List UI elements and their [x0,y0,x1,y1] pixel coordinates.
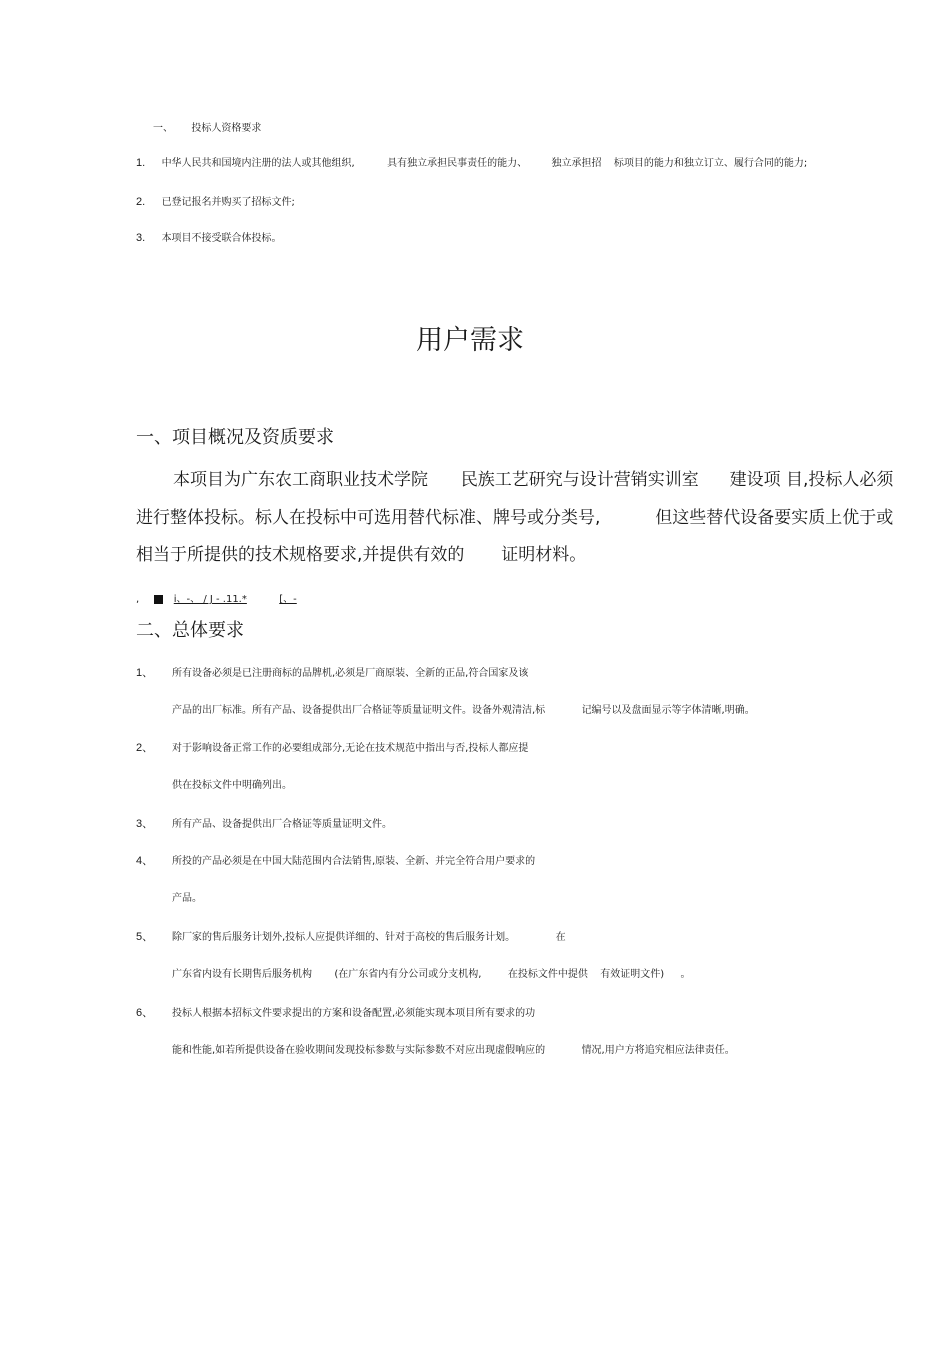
heading-text: 投标人资格要求 [191,123,262,134]
section1-heading: 一、项目概况及资质要求 [136,427,334,448]
section2-item-6-line1: 投标人根据本招标文件要求提出的方案和设备配置,必须能实现本项目所有要求的功 [172,1008,536,1019]
section2-item-5-num: 5、 [136,931,154,943]
section1-line-1: 本项目为广东农工商职业技术学院 民族工艺研究与设计营销实训室 建设项 目,投标人必须 [173,470,894,490]
section2-item-4-line1: 所投的产品必须是在中国大陆范围内合法销售,原装、全新、并完全符合用户要求的 [172,856,536,867]
section1-line-2: 进行整体投标。标人在投标中可选用替代标准、牌号或分类号, 但这些替代设备要实质上优于或 [136,508,894,528]
qualification-heading [153,119,261,134]
section2-heading: 二、总体要求 [136,620,244,641]
section2-item-1-num: 1、 [136,667,154,679]
qualification-item-3: 3. 本项目不接受联合体投标。 [136,232,282,244]
heading-marker: 一、 [153,123,173,134]
section2-item-2-line2: 供在投标文件中明确列出。 [172,780,292,791]
section2-item-3-line1: 所有产品、设备提供出厂合格证等质量证明文件。 [172,819,392,830]
section2-item-4-num: 4、 [136,855,154,867]
page-title: 用户需求 [416,325,524,356]
section2-item-2-line1: 对于影响设备正常工作的必要组成部分,无论在技术规范中指出与否,投标人都应提 [172,743,529,754]
section2-item-5-line2: 广东省内设有长期售后服务机构 (在广东省内有分公司或分支机构, 在投标文件中提供 有效证明文件) 。 [172,969,691,980]
section2-item-4-line2: 产品。 [172,893,202,904]
section2-item-6-num: 6、 [136,1007,154,1019]
qualification-item-2: 2. 已登记报名并购买了招标文件; [136,196,295,208]
qualification-item-1: 1. 中华人民共和国境内注册的法人或其他组织, 具有独立承担民事责任的能力、 独立承担招 标项目的能力和独立订立、履行合同的能力; [136,157,808,169]
section2-item-5-line1: 除厂家的售后服务计划外,投标人应提供详细的、针对于高校的售后服务计划。 在 [172,932,566,943]
section1-line-3: 相当于所提供的技术规格要求,并提供有效的 证明材料。 [136,545,587,565]
garbled-line: , i、-、 / J - .11.* [、- [136,594,297,605]
square-bullet-icon [154,595,163,604]
section2-item-3-num: 3、 [136,818,154,830]
section2-item-6-line2: 能和性能,如若所提供设备在验收期间发现投标参数与实际参数不对应出现虚假响应的 情况,用户方将追究相应法律责任。 [172,1045,735,1056]
section2-item-2-num: 2、 [136,742,154,754]
section2-item-1-line1: 所有设备必须是已注册商标的品牌机,必须是厂商原装、全新的正品,符合国家及该 [172,668,529,679]
section2-item-1-line2: 产品的出厂标准。所有产品、设备提供出厂合格证等质量证明文件。设备外观清洁,标 记编号以及盘面显示等字体清晰,明确。 [172,705,755,716]
